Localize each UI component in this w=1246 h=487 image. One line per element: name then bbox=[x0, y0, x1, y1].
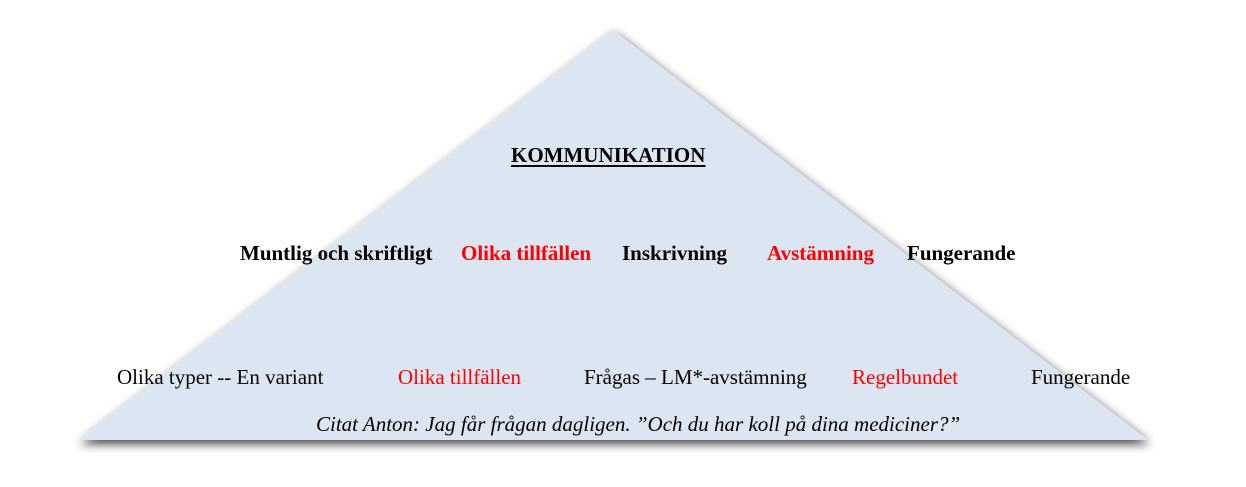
row1-item-olika-tillfallen: Olika tillfällen bbox=[461, 241, 592, 265]
row1-item-avstamning: Avstämning bbox=[767, 241, 874, 265]
quote-text: Citat Anton: Jag får frågan dagligen. ”Och du har koll på dina mediciner?” bbox=[316, 412, 961, 436]
row2-item-olika-typer: Olika typer -- En variant bbox=[117, 365, 324, 389]
row1-item-muntlig: Muntlig och skriftligt bbox=[240, 241, 433, 265]
row1-item-fungerande: Fungerande bbox=[907, 241, 1016, 265]
pyramid-title: KOMMUNIKATION bbox=[511, 143, 706, 167]
row2-item-fragas: Frågas – LM*-avstämning bbox=[584, 365, 807, 389]
row2-item-olika-tillfallen: Olika tillfällen bbox=[398, 365, 522, 389]
row2-item-regelbundet: Regelbundet bbox=[852, 365, 959, 389]
row2-item-fungerande: Fungerande bbox=[1031, 365, 1131, 389]
row1-item-inskrivning: Inskrivning bbox=[622, 241, 728, 265]
